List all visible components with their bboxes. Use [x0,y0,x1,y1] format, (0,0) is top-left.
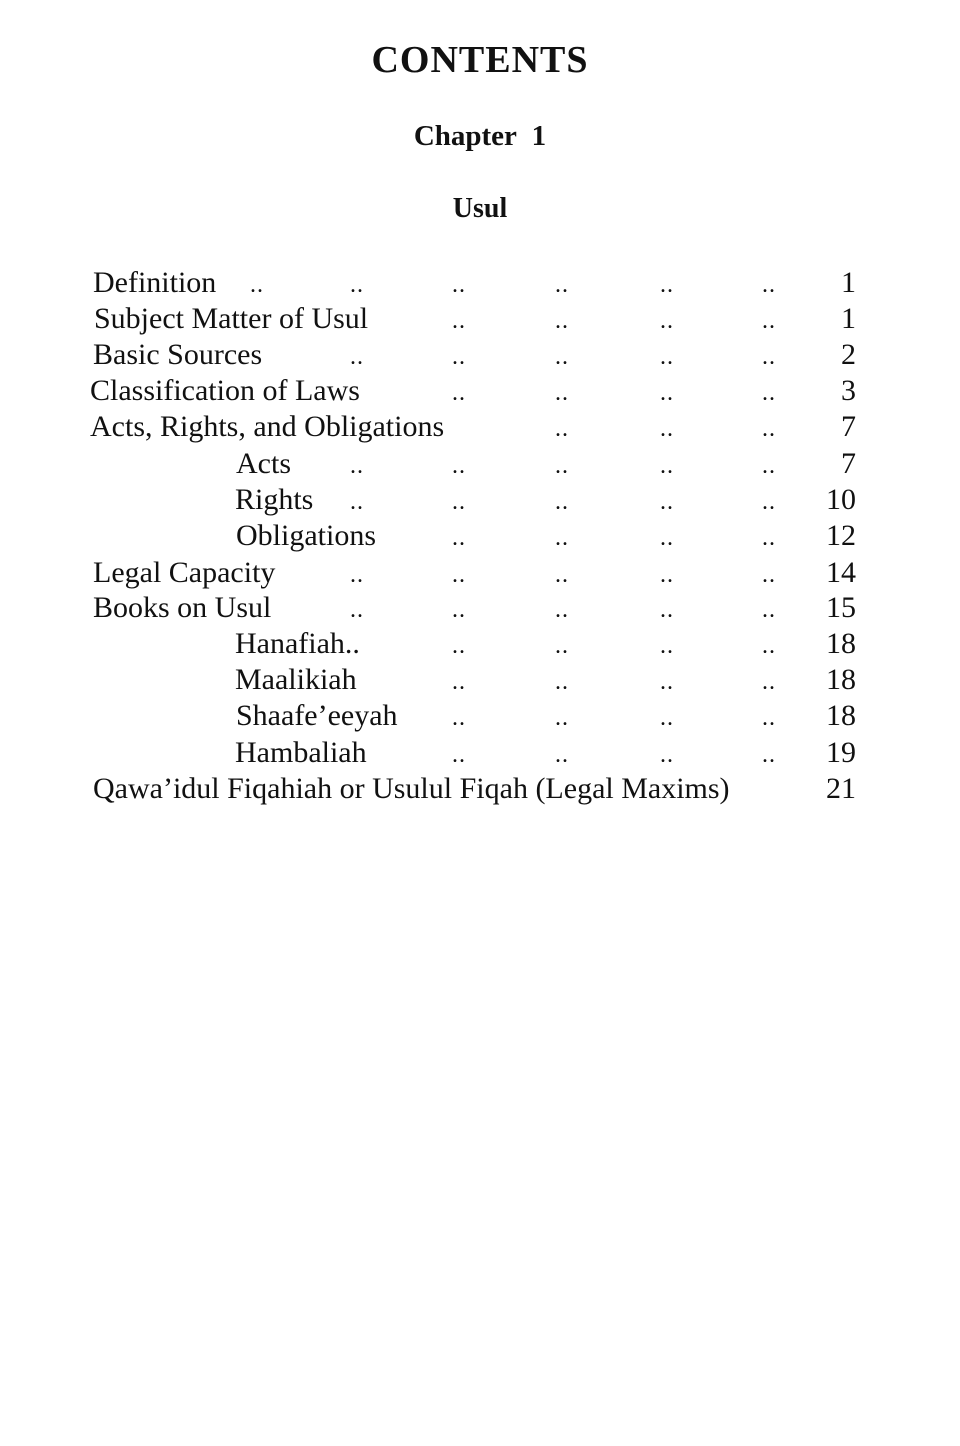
dot-leader: .. [452,742,466,768]
dot-leader: .. [350,562,364,588]
page-title: CONTENTS [371,39,589,81]
toc-page-number: 15 [826,591,856,624]
toc-entry [0,446,960,482]
toc-entry-label: Hanafiah.. [235,627,360,660]
toc-entry [0,265,960,301]
toc-entry-label: Legal Capacity [93,556,276,589]
dot-leader: .. [762,344,776,370]
toc-entry-label: Definition [93,266,217,299]
dot-leader: .. [660,597,674,623]
toc-entry-label: Subject Matter of Usul [94,302,369,335]
dot-leader: .. [555,453,569,479]
toc-entry [0,482,960,518]
toc-entry-label: Shaafe’eeyah [236,699,398,732]
toc-page-number: 18 [826,663,856,696]
toc-page-number: 2 [841,338,856,371]
dot-leader: .. [762,453,776,479]
toc-entry-label: Rights [235,483,314,516]
toc-page-number: 19 [826,736,856,769]
dot-leader: .. [350,453,364,479]
dot-leader: .. [555,597,569,623]
toc-entry [0,301,960,337]
dot-leader: .. [555,308,569,334]
toc-page-number: 7 [841,410,856,443]
toc-page-number: 18 [826,699,856,732]
dot-leader: .. [555,380,569,406]
dot-leader: .. [555,705,569,731]
dot-leader: .. [452,308,466,334]
dot-leader: .. [452,272,466,298]
dot-leader: .. [555,272,569,298]
toc-entry-label: Classification of Laws [90,374,360,407]
dot-leader: .. [762,705,776,731]
dot-leader: .. [350,489,364,515]
dot-leader: .. [452,669,466,695]
toc-page-number: 21 [826,772,856,805]
dot-leader: .. [762,272,776,298]
dot-leader: .. [452,597,466,623]
dot-leader: .. [762,597,776,623]
toc-entry [0,771,960,807]
dot-leader: .. [660,344,674,370]
dot-leader: .. [660,380,674,406]
dot-leader: .. [762,380,776,406]
toc-page-number: 10 [826,483,856,516]
dot-leader: .. [350,272,364,298]
dot-leader: .. [452,525,466,551]
toc-entry-label: Acts, Rights, and Obligations [90,410,445,443]
toc-page-number: 14 [826,556,856,589]
dot-leader: .. [555,742,569,768]
dot-leader: .. [452,633,466,659]
dot-leader: .. [660,308,674,334]
dot-leader: .. [555,489,569,515]
toc-page-number: 1 [841,302,856,335]
dot-leader: .. [660,562,674,588]
toc-page-number: 3 [841,374,856,407]
dot-leader: .. [452,344,466,370]
dot-leader: .. [762,633,776,659]
dot-leader: .. [555,416,569,442]
dot-leader: .. [660,272,674,298]
toc-entry-label: Basic Sources [93,338,263,371]
toc-entry [0,735,960,771]
toc-entry [0,409,960,445]
toc-entry [0,662,960,698]
dot-leader: .. [555,525,569,551]
dot-leader: .. [660,489,674,515]
toc-page-number: 18 [826,627,856,660]
toc-entry-label: Obligations [236,519,376,552]
dot-leader: .. [762,489,776,515]
dot-leader: .. [762,525,776,551]
dot-leader: .. [350,344,364,370]
dot-leader: .. [762,416,776,442]
dot-leader: .. [555,562,569,588]
toc-entry [0,518,960,554]
toc-entry-label: Books on Usul [93,591,272,624]
dot-leader: .. [762,308,776,334]
toc-entry [0,698,960,734]
dot-leader: .. [762,742,776,768]
toc-entry [0,626,960,662]
dot-leader: .. [452,562,466,588]
toc-page-number: 12 [826,519,856,552]
dot-leader: .. [660,453,674,479]
toc-page-number: 7 [841,447,856,480]
dot-leader: .. [762,562,776,588]
toc-page-number: 1 [841,266,856,299]
dot-leader: .. [762,669,776,695]
toc-entry-label: Acts [236,447,291,480]
toc-entry [0,590,960,626]
dot-leader: .. [555,633,569,659]
toc-entry [0,555,960,591]
dot-leader: .. [660,742,674,768]
dot-leader: .. [452,453,466,479]
toc-entry-label: Hambaliah [235,736,367,769]
toc-entry [0,337,960,373]
dot-leader: .. [250,272,264,298]
toc-entry-label: Maalikiah [235,663,357,696]
dot-leader: .. [555,344,569,370]
dot-leader: .. [660,633,674,659]
dot-leader: .. [452,380,466,406]
dot-leader: .. [350,597,364,623]
dot-leader: .. [660,705,674,731]
chapter-heading: Chapter 1 [413,120,547,152]
dot-leader: .. [660,525,674,551]
toc-entry-label: Qawa’idul Fiqahiah or Usulul Fiqah (Legal Maxims) [93,772,730,805]
toc-entry [0,373,960,409]
dot-leader: .. [452,489,466,515]
dot-leader: .. [452,705,466,731]
dot-leader: .. [660,669,674,695]
dot-leader: .. [660,416,674,442]
section-heading: Usul [452,193,508,224]
dot-leader: .. [555,669,569,695]
